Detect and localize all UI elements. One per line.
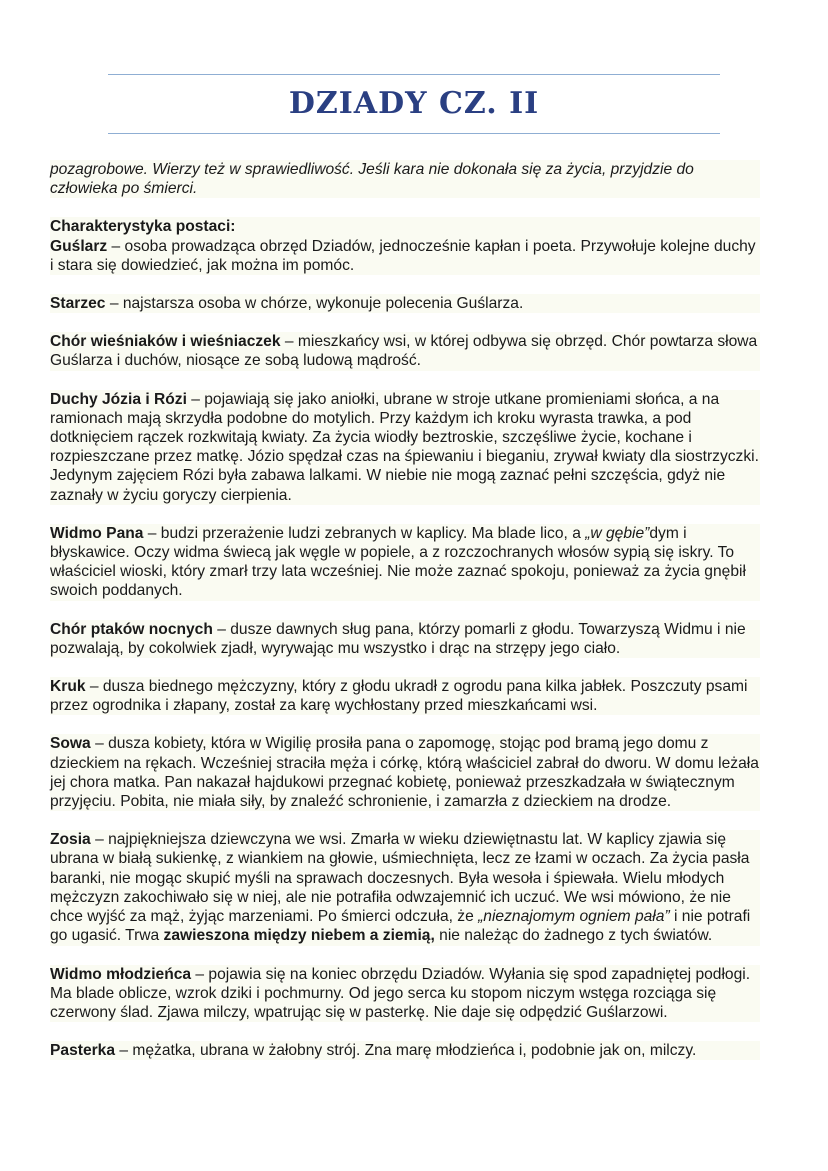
emphasis: zawieszona między niebem a ziemią,: [163, 927, 435, 945]
character-starzec: [50, 294, 760, 313]
character-description-end: nie należąc do żadnego z tych światów.: [434, 927, 713, 945]
character-description-cont: dym i błyskawice. Oczy widma świecą jak węgle w popiele, a z rozczochranych włosów sypią się iskry. To właściciel wioski, który zmarł trzy lata wcześniej. Nie może zaznać spokoju, ponieważ za życia gnębił swoich poddanych.: [50, 524, 746, 600]
character-description: – pojawiają się jako aniołki, ubrane w stroje utkane promieniami słońca, a na ramionach mają skrzydła podobne do motylich. Przy każdym ich kroku wyrasta trawka, a pod dotknięciem rączek rozkwitają kwiaty. Za życia wiodły beztroskie, szczęśliwe życie, kochane i rozpieszczane przez matkę. Józio spędzał czas na śpiewaniu i bieganiu, zrywał kwiaty dla siostrzyczki. Jedynym zajęciem Rózi była zabawa lalkami. W niebie nie mogą zaznać pełni szczęścia, gdyż nie zaznały w życiu goryczy cierpienia.: [50, 390, 759, 504]
character-description: – najstarsza osoba w chórze, wykonuje polecenia Guślarza.: [105, 295, 524, 313]
character-widmo-mlodzienca: [50, 965, 760, 1023]
character-chor-ptakow: [50, 620, 760, 658]
character-name: Chór wieśniaków i wieśniaczek: [50, 333, 281, 351]
character-duchy-jozia-i-rozi: [50, 390, 760, 505]
character-description: – pojawia się na koniec obrzędu Dziadów. Wyłania się spod zapadniętej podłogi. Ma blade oblicze, wzrok dziki i pochmurny. Od jego serca ku stopom niczym wstęga rozciąga się czerwony ślad. Zjawa milczy, wpatrując się w pasterkę. Nie daje się odpędzić Guślarzowi.: [50, 965, 751, 1021]
character-description: – budzi przerażenie ludzi zebranych w kaplicy. Ma blade lico, a: [143, 524, 586, 542]
character-name: Duchy Józia i Rózi: [50, 390, 187, 408]
character-pasterka: [50, 1041, 760, 1060]
character-name: Pasterka: [50, 1042, 116, 1060]
header-rule-top: [108, 74, 720, 75]
character-name: Zosia: [50, 831, 91, 849]
character-name: Kruk: [50, 678, 86, 696]
character-description: – dusza kobiety, która w Wigilię prosiła pana o zapomogę, stojąc pod bramą jego domu z dzieckiem na rękach. Wcześniej straciła męża i córkę, którą właściciel zabrał do dworu. W domu leżała jej chora matka. Pan nakazał hajdukowi przegnać kobietę, ponieważ przeszkadzała w świątecznym przyjęciu. Pobita, nie miała siły, by znaleźć schronienie, i zamarzła z dzieckiem na drodze.: [50, 735, 759, 811]
character-description: – osoba prowadząca obrzęd Dziadów, jednocześnie kapłan i poeta. Przywołuje kolejne duchy i stara się dowiedzieć, jak można im pomóc.: [50, 237, 756, 274]
page-title: DZIADY CZ. II: [288, 86, 540, 121]
character-name: Chór ptaków nocnych: [50, 620, 213, 638]
character-guslarz: [50, 237, 760, 275]
character-description-cont: i nie potrafi go ugasić. Trwa: [50, 908, 751, 945]
character-name: Widmo Pana: [50, 524, 144, 542]
character-description: – mieszkańcy wsi, w której odbywa się obrzęd. Chór powtarza słowa Guślarza i duchów, niosące ze sobą ludową mądrość.: [50, 333, 758, 370]
character-sowa: [50, 734, 760, 811]
intro-paragraph: pozagrobowe. Wierzy też w sprawiedliwość. Jeśli kara nie dokonała się za życia, przyjdzie do człowieka po śmierci.: [50, 160, 760, 198]
character-widmo-pana: [50, 524, 760, 601]
character-kruk: [50, 677, 760, 715]
quote: „w gębie”: [585, 524, 650, 542]
section-heading: Charakterystyka postaci:: [50, 217, 760, 236]
character-name: Widmo młodzieńca: [50, 965, 192, 983]
character-description: – dusza biednego mężczyzny, który z głodu ukradł z ogrodu pana kilka jabłek. Poszczuty psami przez ogrodnika i złapany, został za karę wychłostany przed mieszkańcami wsi.: [50, 678, 748, 715]
header-rule-bottom: [108, 133, 720, 134]
character-name: Guślarz: [50, 237, 108, 255]
character-chor-wiesniakow: [50, 332, 760, 370]
quote: „nieznajomym ogniem pała”: [478, 908, 670, 926]
character-name: Sowa: [50, 735, 91, 753]
character-zosia: [50, 830, 760, 945]
character-description: – mężatka, ubrana w żałobny strój. Zna marę młodzieńca i, podobnie jak on, milczy.: [115, 1042, 697, 1060]
character-description: – dusze dawnych sług pana, którzy pomarli z głodu. Towarzyszą Widmu i nie pozwalają, by cokolwiek zjadł, wyrywając mu wszystko i drąc na strzępy jego ciało.: [50, 620, 746, 657]
character-name: Starzec: [50, 295, 106, 313]
document-body: [50, 160, 760, 1079]
character-description: – najpiękniejsza dziewczyna we wsi. Zmarła w wieku dziewiętnastu lat. W kaplicy zjawia się ubrana w białą sukienkę, z wiankiem na głowie, uśmiechnięta, lecz ze łzami w oczach. Za życia pasła baranki, nie mogąc skupić myśli na sprawach doczesnych. Była wesoła i śpiewała. Wielu młodych mężczyzn zakochiwało się w niej, ale nie potrafiła odwzajemnić ich uczuć. We wsi mówiono, że nie chce wyjść za mąż, żyjąc marzeniami. Po śmierci odczuła, że: [50, 831, 750, 926]
